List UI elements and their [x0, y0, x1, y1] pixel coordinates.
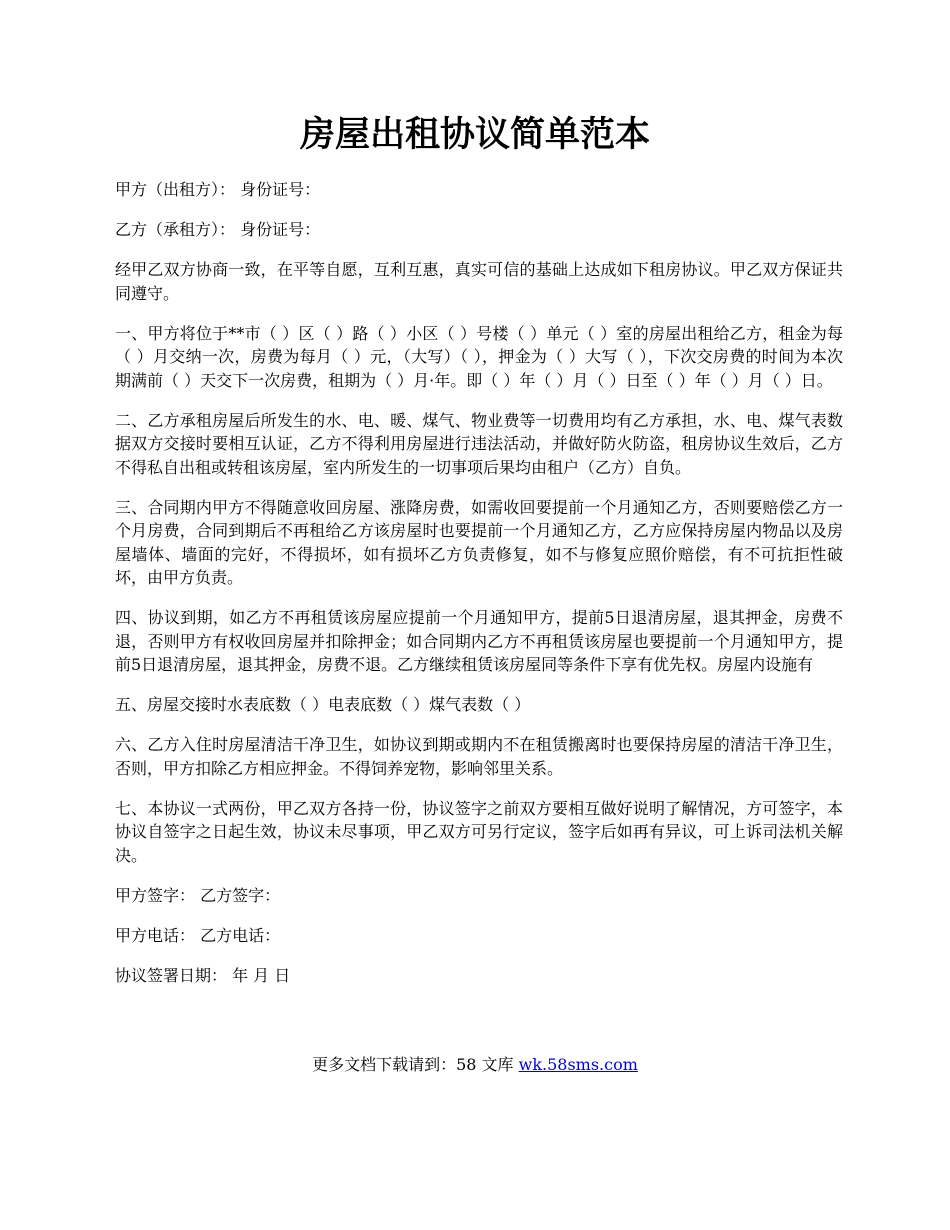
- clause-1: 一、甲方将位于**市（ ）区（ ）路（ ）小区（ ）号楼（ ）单元（ ）室的房屋出租给乙方，租金为每（ ）月交纳一次，房费为每月（ ）元，（大写）（ ），押金为（ ）大写（ ），下次交房费的时间为本次期满前（ ）天交下一次房费，租期为（ ）月·年。即（ ）年（ ）月（ ）日至（ ）年（ ）月（ ）日。: [115, 323, 843, 390]
- clause-2: 二、乙方承租房屋后所发生的水、电、暖、煤气、物业费等一切费用均有乙方承担，水、电、煤气表数据双方交接时要相互认证，乙方不得利用房屋进行违法活动，并做好防火防盗，租房协议生效后，乙方不得私自出租或转租该房屋，室内所发生的一切事项后果均由租户（乙方）自负。: [115, 410, 843, 477]
- document-body: [115, 178, 843, 1004]
- footer-link[interactable]: wk.58sms.com: [518, 1055, 638, 1074]
- signature-line: 甲方签字： 乙方签字：: [115, 885, 281, 905]
- party-a-line: 甲方（出租方）： 身份证号：: [115, 180, 321, 199]
- preamble-paragraph: 经甲乙双方协商一致，在平等自愿，互利互惠，真实可信的基础上达成如下租房协议。甲乙双方保证共同遵守。: [115, 260, 843, 303]
- footer-text: 更多文档下载请到：58 文库: [312, 1055, 519, 1074]
- clause-7: 七、本协议一式两份，甲乙双方各持一份，协议签字之前双方要相互做好说明了解情况，方可签字，本协议自签字之日起生效，协议未尽事项，甲乙双方可另行定议，签字后如再有异议，可上诉司法机关解决。: [115, 798, 843, 865]
- footer: [0, 1053, 950, 1077]
- clause-3: 三、合同期内甲方不得随意收回房屋、涨降房费，如需收回要提前一个月通知乙方，否则要赔偿乙方一个月房费，合同到期后不再租给乙方该房屋时也要提前一个月通知乙方，乙方应保持房屋内物品以及房屋墙体、墙面的完好，不得损坏，如有损坏乙方负责修复，如不与修复应照价赔偿，有不可抗拒性破坏，由甲方负责。: [115, 497, 843, 587]
- document-title: 房屋出租协议简单范本: [299, 114, 650, 155]
- phone-line: 甲方电话： 乙方电话：: [115, 925, 281, 945]
- signing-date-line: 协议签署日期： 年 月 日: [115, 965, 291, 985]
- clause-4: 四、协议到期，如乙方不再租赁该房屋应提前一个月通知甲方，提前5日退清房屋，退其押金，房费不退，否则甲方有权收回房屋并扣除押金；如合同期内乙方不再租赁该房屋也要提前一个月通知甲方，提前5日退清房屋，退其押金，房费不退。乙方继续租赁该房屋同等条件下享有优先权。房屋内设施有: [115, 608, 843, 674]
- party-b-line: 乙方（承租方）： 身份证号：: [115, 220, 321, 239]
- clause-6: 六、乙方入住时房屋清洁干净卫生，如协议到期或期内不在租赁搬离时也要保持房屋的清洁干净卫生，否则，甲方扣除乙方相应押金。不得饲养宠物，影响邻里关系。: [115, 735, 843, 778]
- clause-5: 五、房屋交接时水表底数（ ）电表底数（ ）煤气表数（ ）: [115, 695, 531, 714]
